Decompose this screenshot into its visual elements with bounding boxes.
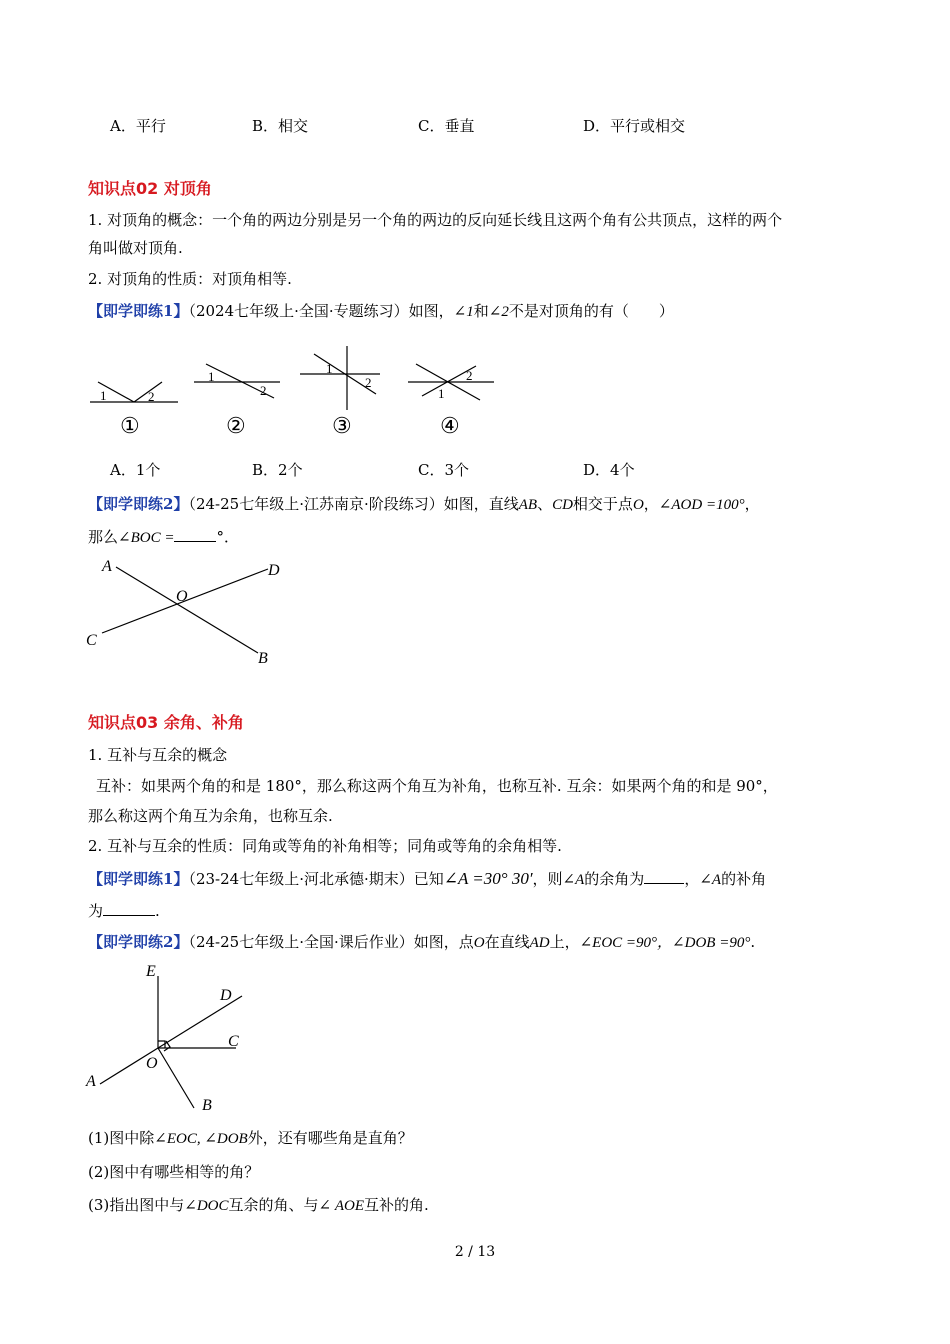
practice-2-line-2: [88, 526, 239, 547]
point-o: O: [146, 1055, 158, 1072]
paragraph: 2. 对顶角的性质：对顶角相等.: [88, 270, 292, 288]
point-o: O: [176, 588, 188, 605]
page-number: 2 / 13: [454, 1244, 496, 1260]
ray-ob: [158, 1048, 194, 1108]
point-d: D: [268, 562, 280, 579]
fig1-label-1: 1: [100, 388, 107, 403]
word-and: 和: [473, 302, 489, 320]
fig3-label-2: 2: [365, 375, 372, 390]
line-ab: AB: [518, 497, 538, 513]
text: (3)指出图中与: [88, 1196, 185, 1214]
option-a: A．平行: [110, 117, 166, 135]
point-o: O: [473, 935, 485, 951]
angle-1: ∠1: [453, 304, 474, 320]
period: .: [155, 902, 160, 920]
point-a: A: [86, 1073, 96, 1090]
angle-doc: ∠DOC: [184, 1198, 229, 1214]
answer-blank[interactable]: [174, 541, 216, 542]
point-e: E: [146, 963, 156, 980]
practice-tag: 【即学即练2】: [88, 933, 189, 951]
fig1-number: ①: [120, 413, 140, 438]
angles: ∠EOC, ∠DOB: [154, 1131, 248, 1147]
fig4-label-2: 2: [466, 368, 473, 383]
point-b: B: [202, 1097, 212, 1114]
point-b: B: [258, 650, 268, 667]
paragraph: 互补：如果两个角的和是 180°，那么称这两个角互为补角，也称互补. 互余：如果两个角的和是 90°，: [96, 777, 778, 795]
option-d: D．平行或相交: [583, 117, 686, 135]
question-text: 不是对顶角的有（ ）: [508, 302, 674, 320]
ex1-option-b: B．2个: [252, 461, 303, 479]
conditions: ∠EOC =90°，∠DOB =90°: [579, 935, 751, 951]
text: 外，还有哪些角是直角？: [247, 1129, 413, 1147]
period: .: [750, 933, 756, 951]
fig2-label-2: 2: [260, 383, 267, 398]
condition: ∠AOD =100°: [658, 497, 745, 513]
text: 互余的角、与: [228, 1196, 319, 1214]
text: 的补角: [721, 870, 767, 888]
degree: °．: [216, 528, 239, 546]
paragraph: 1. 对顶角的概念：一个角的两边分别是另一个角的两边的反向延长线且这两个角有公共顶点，这样的两个: [88, 211, 783, 229]
text: (1)图中除: [88, 1129, 155, 1147]
separator: 、: [537, 495, 553, 513]
paragraph: 那么称这两个角互为余角，也称互余.: [88, 807, 333, 825]
practice-tag: 【即学即练1】: [88, 302, 189, 320]
practice-4-line: [88, 931, 755, 952]
line-ad: AD: [529, 935, 550, 951]
ex1-option-c: C．3个: [418, 461, 470, 479]
text: 上，: [549, 933, 580, 951]
option-b: B．相交: [252, 117, 309, 135]
point-d: D: [220, 987, 232, 1004]
supplement-blank[interactable]: [103, 915, 155, 916]
practice-3-line: [88, 868, 766, 889]
sub-question-3: [88, 1194, 429, 1215]
condition: ∠A =30° 30′: [443, 869, 533, 888]
point-o: O: [632, 497, 644, 513]
angle-a: A: [711, 872, 722, 888]
fig1-label-2: 2: [148, 389, 155, 404]
fig4-label-1: 1: [438, 386, 445, 401]
sub-question-2: (2)图中有哪些相等的角？: [88, 1163, 260, 1181]
fig2-number: ②: [226, 413, 246, 438]
source: （23-24七年级上·河北承德·期末）已知: [188, 870, 444, 888]
line-cd: CD: [552, 497, 573, 513]
point-a: A: [102, 558, 112, 575]
comma: ，: [643, 495, 659, 513]
paragraph: 角叫做对顶角.: [88, 239, 183, 257]
source: （2024七年级上·全国·专题练习）如图，: [188, 302, 454, 320]
angle-a: A: [575, 872, 585, 888]
text: 互补的角.: [364, 1196, 429, 1214]
ex1-option-d: D．4个: [583, 461, 635, 479]
text: ，∠: [684, 870, 712, 888]
text: 在直线: [484, 933, 530, 951]
source: （24-25七年级上·全国·课后作业）如图，点: [188, 933, 474, 951]
vertical-angle-figures: [80, 340, 510, 440]
text: 的余角为: [584, 870, 645, 888]
comma: ，: [744, 495, 760, 513]
angle-boc: ∠BOC =: [118, 530, 175, 546]
section-title-03: 知识点03 余角、补角: [88, 713, 244, 732]
sub-question-1: [88, 1127, 413, 1148]
fig2-label-1: 1: [208, 369, 215, 384]
paragraph: 1. 互补与互余的概念: [88, 746, 228, 764]
text: 那么: [88, 528, 119, 546]
fig3-number: ③: [332, 413, 352, 438]
practice-3-line-2: [88, 900, 160, 921]
complement-blank[interactable]: [644, 883, 684, 884]
practice-tag: 【即学即练1】: [88, 870, 189, 888]
practice-1-line: [88, 300, 674, 321]
text: 相交于点: [572, 495, 633, 513]
point-c: C: [86, 632, 97, 649]
source: （24-25七年级上·江苏南京·阶段练习）如图，直线: [188, 495, 519, 513]
paragraph: 2. 互补与互余的性质：同角或等角的补角相等；同角或等角的余角相等.: [88, 837, 562, 855]
fig3-label-1: 1: [326, 361, 333, 376]
practice-tag: 【即学即练2】: [88, 495, 189, 513]
intersecting-lines-figure: [80, 555, 300, 670]
section-title-02: 知识点02 对顶角: [88, 179, 212, 198]
practice-2-line: [88, 493, 760, 514]
angle-2: ∠2: [488, 304, 509, 320]
angle-aoe: ∠ AOE: [318, 1198, 364, 1214]
angle-rays-figure: [80, 960, 260, 1120]
fig4-number: ④: [440, 413, 460, 438]
text: 为: [88, 902, 104, 920]
line-ab: [116, 567, 258, 653]
ex1-option-a: A．1个: [110, 461, 161, 479]
point-c: C: [228, 1033, 239, 1050]
text: ，则∠: [532, 870, 576, 888]
option-c: C．垂直: [418, 117, 475, 135]
